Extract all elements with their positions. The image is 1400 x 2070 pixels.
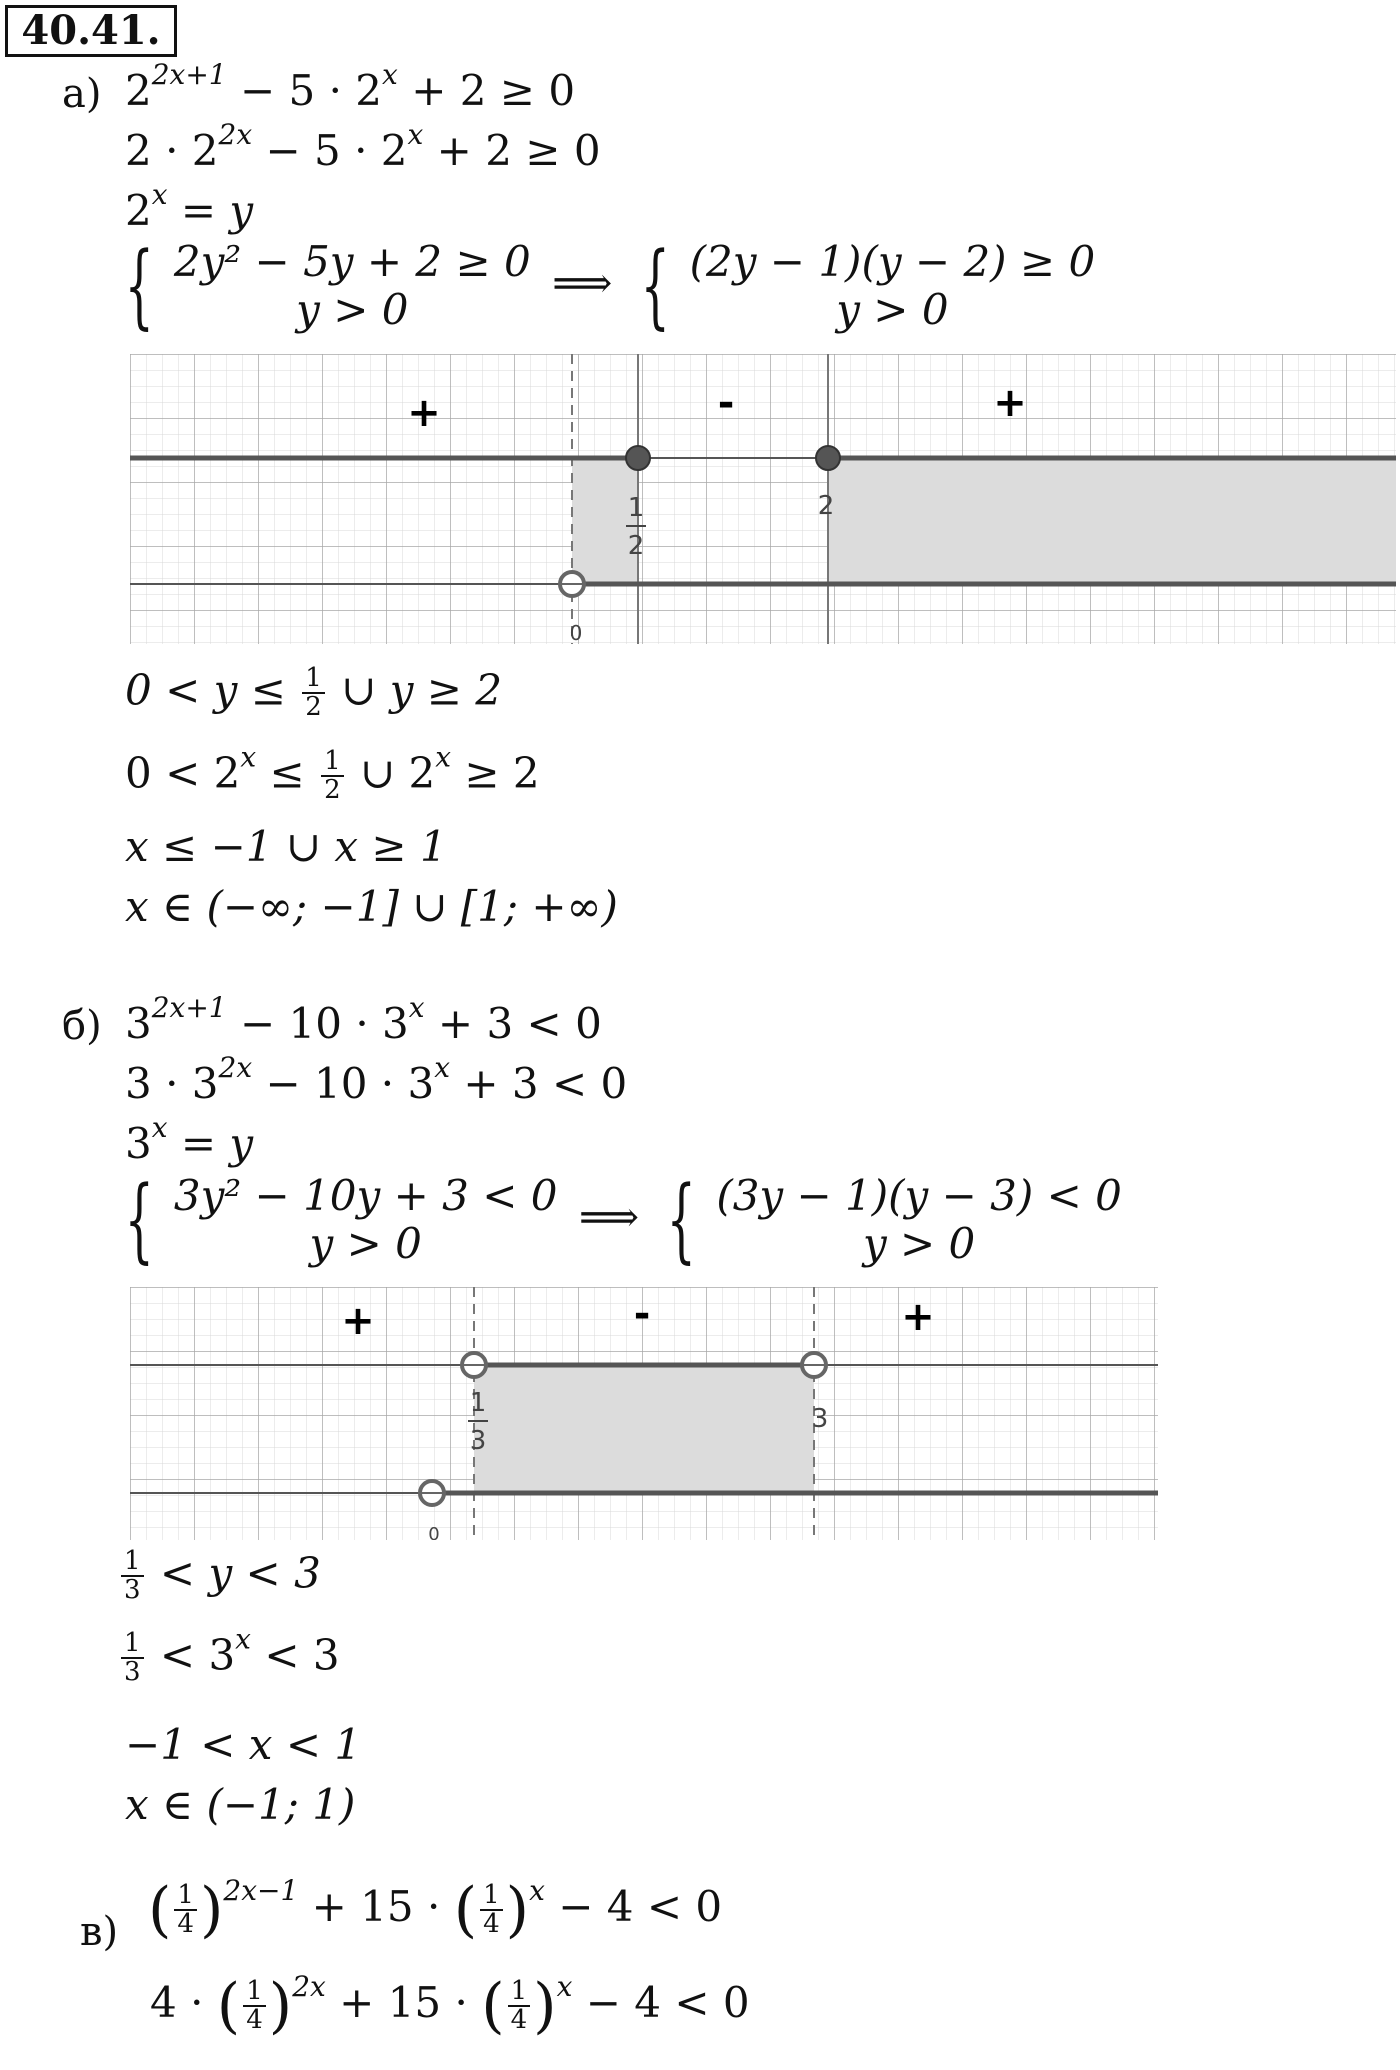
point-label-half-den: 2: [627, 531, 645, 561]
part-v-line-2: 4 · ( $\frac{1}{4}$ )$^{2x}$ + 15 · ( $\frac{1}{4}$ )$^x$ − 4 < 0: [150, 1970, 750, 2041]
part-a-inequality-1: $2^{2x+1} - 5 \cdot 2^x + 2 \ge 0$: [125, 58, 576, 115]
part-b-result-3: −1 < x < 1: [125, 1720, 362, 1769]
left-brace-icon: {: [124, 232, 154, 340]
part-a-result-1: 0 < y ≤ $\frac{1}{2}$ ∪ y ≥ 2: [125, 663, 503, 723]
shaded-region-2: [828, 458, 1396, 584]
shaded-region: [474, 1365, 814, 1493]
point-label-two: 2: [817, 491, 835, 521]
part-b-answer: x ∈ (−1; 1): [125, 1780, 356, 1829]
sign-plus-right: +: [993, 380, 1027, 426]
part-v-line-1: ( $\frac{1}{4}$ )$^{2x-1}$ + 15 · ( $\frac{1}{4}$ )$^x$ − 4 < 0: [148, 1874, 723, 1945]
point-label-zero: 0: [569, 621, 583, 644]
part-b-result-2: $\frac{1}{3}$ < $3^x < 3$: [118, 1630, 340, 1687]
sign-plus-left: +: [341, 1298, 375, 1344]
part-b-substitution: 3$^x$ = y: [125, 1111, 254, 1168]
system-right: (2y − 1)(y − 2) ≥ 0 y > 0: [689, 237, 1096, 335]
part-a-answer: x ∈ (−∞; −1] ∪ [1; +∞): [125, 882, 618, 931]
system-left: 2y² − 5y + 2 ≥ 0 y > 0: [173, 237, 531, 335]
part-b-sign-chart: [130, 1287, 1158, 1540]
sign-minus: -: [717, 380, 735, 426]
point-label-third-num: 1: [469, 1388, 487, 1418]
left-brace-icon: {: [667, 1166, 697, 1274]
part-b-system: [118, 1166, 1122, 1274]
part-a-label: а): [62, 71, 102, 117]
part-b-label: б): [62, 1003, 102, 1049]
part-a-result-3: x ≤ −1 ∪ x ≥ 1: [125, 822, 447, 871]
point-label-zero: 0: [428, 1524, 440, 1540]
part-a-inequality-2: $2 \cdot 2^{2x} - 5 \cdot 2^x + 2 \ge 0$: [125, 118, 601, 175]
part-a-system: [118, 232, 1096, 340]
part-v-label: в): [80, 1909, 119, 1955]
part-b-inequality-2: $3 \cdot 3^{2x} - 10 \cdot 3^x + 3 < 0$: [125, 1051, 628, 1108]
sign-plus-right: +: [901, 1294, 935, 1340]
implies-arrow: ⟹: [578, 1192, 640, 1242]
point-label-three: 3: [811, 1404, 829, 1434]
problem-number: 40.41.: [5, 5, 177, 57]
left-brace-icon: {: [124, 1166, 154, 1274]
part-a-substitution: 2$^x$ = y: [125, 178, 254, 235]
left-brace-icon: {: [640, 232, 670, 340]
part-b-inequality-1: $3^{2x+1} - 10 \cdot 3^x + 3 < 0$: [125, 991, 602, 1048]
sign-plus-left: +: [407, 390, 441, 436]
filled-point-half: [626, 446, 650, 470]
part-a-sign-chart: [130, 354, 1396, 644]
part-a-result-2: $0 < 2^x$ ≤ $\frac{1}{2}$ ∪ 2$^x$ ≥ 2: [125, 740, 540, 806]
part-b-result-1: $\frac{1}{3}$ < y < 3: [118, 1548, 321, 1605]
system-left: 3y² − 10y + 3 < 0 y > 0: [173, 1171, 558, 1269]
point-label-half-num: 1: [627, 493, 645, 523]
filled-point-two: [816, 446, 840, 470]
implies-arrow: ⟹: [552, 258, 613, 308]
system-right: (3y − 1)(y − 3) < 0 y > 0: [716, 1171, 1122, 1269]
sign-minus: -: [633, 1291, 651, 1337]
point-label-third-den: 3: [469, 1426, 487, 1456]
